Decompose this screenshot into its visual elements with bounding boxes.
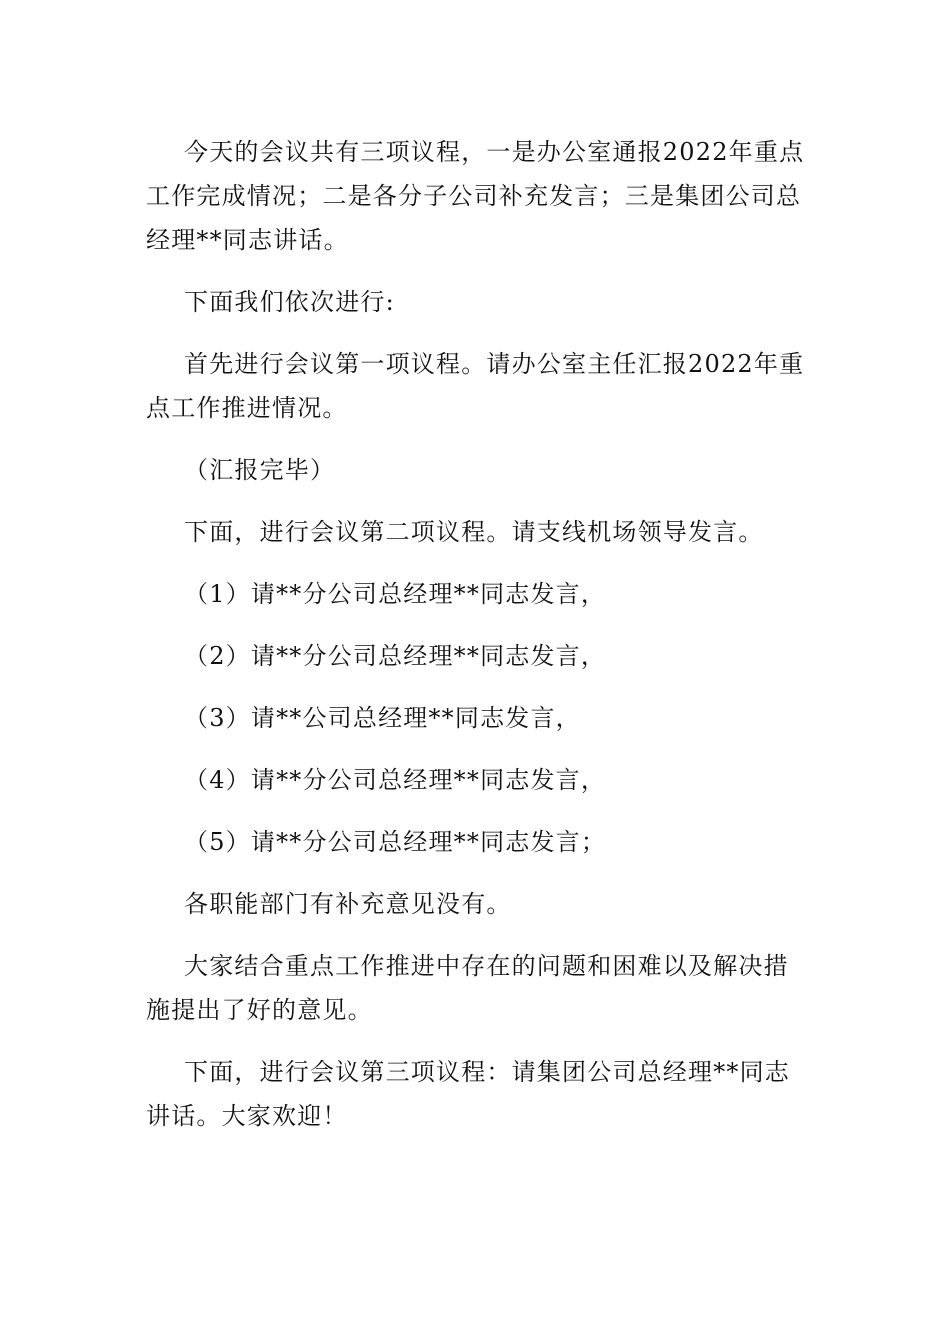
paragraph-report-done: （汇报完毕） [184, 456, 336, 484]
paragraph-suggestions: 大家结合重点工作推进中存在的问题和困难以及解决措施提出了好的意见。 [146, 952, 789, 1024]
list-item-speaker-2: （2）请**分公司总经理**同志发言， [184, 642, 607, 670]
paragraph-proceed: 下面我们依次进行: [184, 288, 395, 316]
list-item-speaker-1: （1）请**分公司总经理**同志发言， [184, 580, 607, 608]
paragraph-first-item: 首先进行会议第一项议程。请办公室主任汇报2022年重点工作推进情况。 [146, 350, 805, 422]
paragraph-agenda-overview: 今天的会议共有三项议程，一是办公室通报2022年重点工作完成情况；二是各分子公司补充发言；三是集团公司总经理**同志讲话。 [146, 138, 805, 254]
document-body [146, 130, 806, 1138]
list-item-speaker-5: （5）请**分公司总经理**同志发言； [184, 828, 607, 856]
paragraph-third-item: 下面，进行会议第三项议程：请集团公司总经理**同志讲话。大家欢迎！ [146, 1058, 790, 1130]
list-item-speaker-4: （4）请**分公司总经理**同志发言， [184, 766, 607, 794]
paragraph-department-comments: 各职能部门有补充意见没有。 [184, 890, 512, 918]
paragraph-second-item: 下面，进行会议第二项议程。请支线机场领导发言。 [184, 518, 764, 546]
list-item-speaker-3: （3）请**公司总经理**同志发言， [184, 704, 581, 732]
